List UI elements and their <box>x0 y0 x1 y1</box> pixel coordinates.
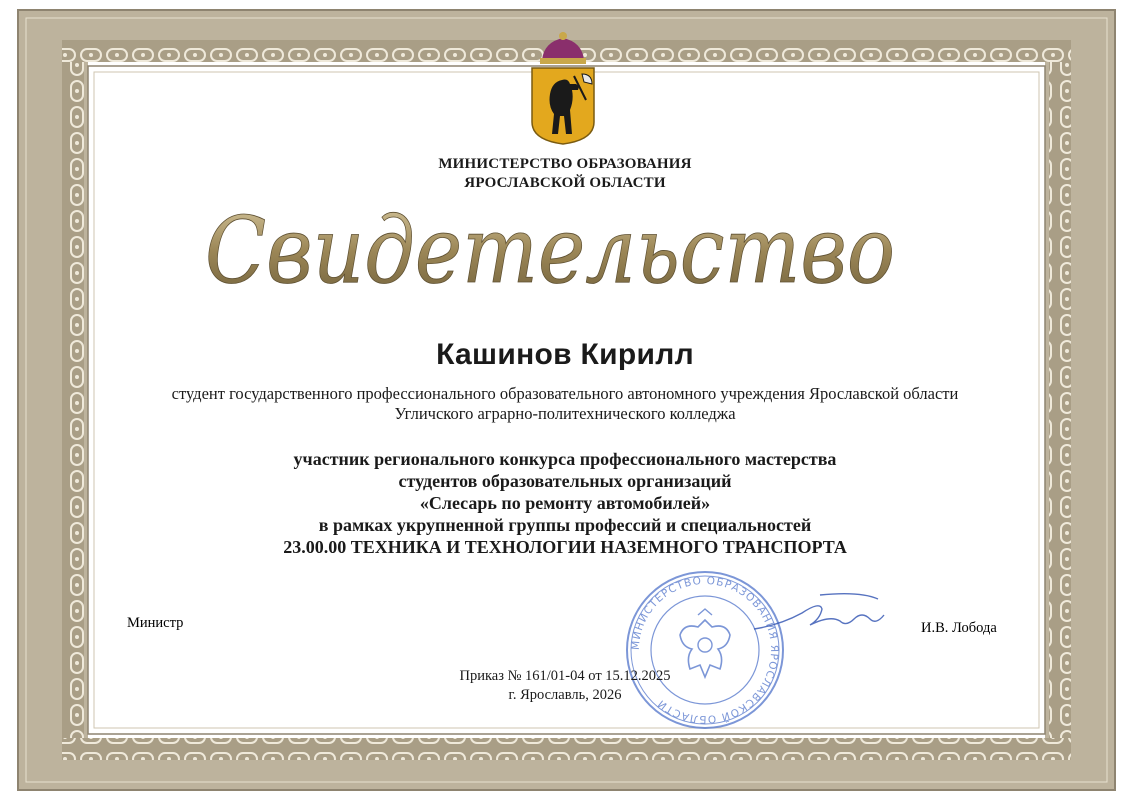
achievement-line-1: участник регионального конкурса профессионального мастерства <box>293 449 837 469</box>
coat-of-arms-icon <box>524 30 602 148</box>
ministry-line-2: ЯРОСЛАВСКОЙ ОБЛАСТИ <box>464 175 666 191</box>
order-info <box>0 667 1130 705</box>
stamp-text: МИНИСТЕРСТВО ОБРАЗОВАНИЯ ЯРОСЛАВСКОЙ ОБЛАСТИ <box>629 574 781 726</box>
title-text: Свидетельство <box>205 197 895 304</box>
handwritten-signature <box>750 585 890 645</box>
recipient-name: Кашинов Кирилл <box>436 338 694 371</box>
achievement-line-4: в рамках укрупненной группы профессий и специальностей <box>318 515 812 535</box>
achievement-line-3: «Слесарь по ремонту автомобилей» <box>419 493 711 513</box>
signatory-name: И.В. Лобода <box>921 620 997 636</box>
achievement-text <box>0 448 1130 558</box>
recipient-desc-line-2: Угличского аграрно-политехнического колледжа <box>394 404 736 423</box>
place-year: г. Ярославль, 2026 <box>508 687 622 703</box>
document-title <box>190 190 910 320</box>
recipient-desc-line-1: студент государственного профессионального образовательного автономного учреждения Ярославской области <box>171 384 959 403</box>
achievement-line-5: 23.00.00 ТЕХНИКА И ТЕХНОЛОГИИ НАЗЕМНОГО ТРАНСПОРТА <box>283 537 847 557</box>
ministry-line-1: МИНИСТЕРСТВО ОБРАЗОВАНИЯ <box>438 156 692 172</box>
signatory-title: Министр <box>127 615 184 631</box>
achievement-line-2: студентов образовательных организаций <box>398 471 732 491</box>
ministry-name <box>0 155 1130 193</box>
recipient-description <box>0 384 1130 424</box>
order-number: Приказ № 161/01-04 от 15.12.2025 <box>459 668 671 684</box>
